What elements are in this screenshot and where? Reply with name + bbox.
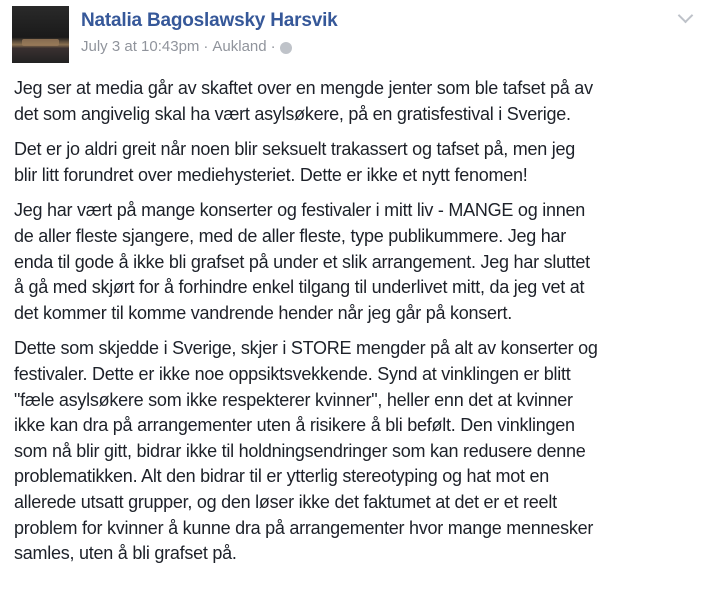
post-text-line: de aller fleste sjangere, med de aller fleste, type publikummere. Jeg har: [14, 225, 567, 246]
post-timestamp[interactable]: July 3 at 10:43pm: [81, 38, 200, 55]
post-paragraph: [14, 137, 598, 188]
post-paragraph: [14, 336, 598, 566]
post-text-line: "fæle asylsøkere som ikke respekterer kvinner", heller enn det at kvinner: [14, 389, 573, 410]
post-text-line: Det er jo aldri greit når noen blir seksuelt trakassert og tafset på, men jeg: [14, 139, 576, 160]
post-text-line: Jeg har vært på mange konserter og festivaler i mitt liv - MANGE og innen: [14, 200, 585, 221]
post-text-line: allerede utsatt grupper, og den løser ikke det faktumet at det er et reelt: [14, 491, 557, 512]
post-text-line: som nå blir gitt, bidrar ikke til holdningsendringer som kan redusere denne: [14, 440, 586, 461]
chevron-down-icon[interactable]: [678, 8, 694, 24]
post-text-line: ikke kan dra på arrangementer uten å risikere å bli befølt. Den vinklingen: [14, 415, 575, 436]
post-text-line: problematikken. Alt den bidrar til er ytterlig stereotyping og hat mot en: [14, 466, 550, 487]
post-meta: [81, 38, 292, 55]
post-text-line: festivaler. Dette er ikke noe oppsiktsvekkende. Synd at vinklingen er blitt: [14, 363, 571, 384]
post-text-line: Jeg ser at media går av skaftet over en mengde jenter som ble tafset på av: [14, 78, 593, 98]
post-text-line: å gå med skjørt for å forhindre enkel tilgang til underlivet mitt, da jeg vet at: [14, 277, 585, 298]
author-name-link[interactable]: Natalia Bagoslawsky Harsvik: [81, 10, 338, 31]
avatar-detail: [22, 39, 59, 46]
post-body: [14, 76, 598, 577]
post-text-line: blir litt forundret over mediehysteriet. Dette er ikke et nytt fenomen!: [14, 164, 528, 185]
meta-separator: ·: [203, 38, 209, 55]
post-paragraph: [14, 198, 598, 326]
author-avatar[interactable]: [12, 6, 69, 63]
globe-icon[interactable]: [280, 42, 292, 54]
post-location[interactable]: Aukland: [212, 38, 267, 55]
post-text-line: det kommer til komme vandrende hender når jeg går på konsert.: [14, 302, 513, 323]
post-text-line: det som angivelig skal ha vært asylsøkere, på en gratisfestival i Sverige.: [14, 103, 571, 124]
meta-separator: ·: [270, 38, 276, 55]
post-text-line: samles, uten å bli grafset på.: [14, 543, 237, 564]
post-text-line: problem for kvinner å kunne dra på arrangementer hvor mange mennesker: [14, 517, 594, 538]
post-text-line: enda til gode å ikke bli grafset på under et slik arrangement. Jeg har sluttet: [14, 251, 590, 272]
post-text-line: Dette som skjedde i Sverige, skjer i STORE mengder på alt av konserter og: [14, 338, 598, 359]
post-paragraph: [14, 76, 598, 127]
